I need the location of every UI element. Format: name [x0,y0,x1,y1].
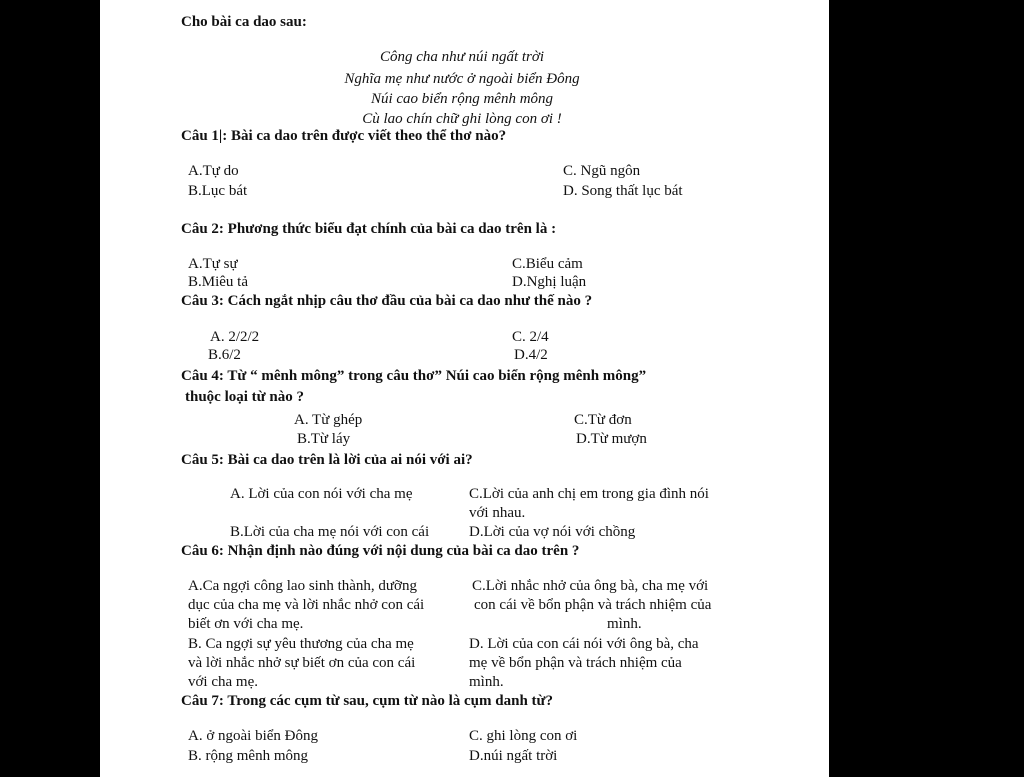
q1-option-a: A.Tự do [188,163,239,179]
q6-option-d-line-1: D. Lời của con cái nói với ông bà, cha [469,636,699,652]
q4-option-a: A. Từ ghép [294,412,363,428]
question-5: Câu 5: Bài ca dao trên là lời của ai nói với ai? [181,452,473,468]
question-6: Câu 6: Nhận định nào đúng với nội dung của bài ca dao trên ? [181,543,580,559]
q4-option-c: C.Từ đơn [574,412,632,428]
q6-option-b-line-3: với cha mẹ. [188,674,258,690]
poem-line-1: Công cha như núi ngất trời [379,49,545,65]
q4-option-d: D.Từ mượn [576,431,647,447]
q7-option-c: C. ghi lòng con ơi [469,728,578,744]
q6-option-a-line-2: dục của cha mẹ và lời nhắc nhở con cái [188,597,425,613]
q6-option-a-line-1: A.Ca ngợi công lao sinh thành, dưỡng [188,578,417,594]
q7-option-b: B. rộng mênh mông [188,748,308,764]
q3-option-c: C. 2/4 [512,329,549,345]
q4-option-b: B.Từ láy [297,431,351,447]
q5-option-d: D.Lời của vợ nói với chồng [469,524,636,540]
question-3: Câu 3: Cách ngắt nhịp câu thơ đầu của bài ca dao như thế nào ? [181,293,593,309]
intro-heading: Cho bài ca dao sau: [181,14,307,30]
question-7: Câu 7: Trong các cụm từ sau, cụm từ nào là cụm danh từ? [181,693,554,709]
q1-option-b: B.Lục bát [188,183,248,199]
q5-option-c-line-1: C.Lời của anh chị em trong gia đình nói [469,486,709,502]
q6-option-a-line-3: biết ơn với cha mẹ. [188,616,304,632]
q6-option-b-line-2: và lời nhắc nhở sự biết ơn của con cái [188,655,416,671]
q5-option-a: A. Lời của con nói với cha mẹ [230,486,413,502]
q6-option-d-line-2: mẹ về bổn phận và trách nhiệm của [469,655,682,671]
question-2: Câu 2: Phương thức biểu đạt chính của bài ca dao trên là : [181,221,557,237]
q6-option-b-line-1: B. Ca ngợi sự yêu thương của cha mẹ [188,636,414,652]
q5-option-b: B.Lời của cha mẹ nói với con cái [230,524,430,540]
q3-option-b: B.6/2 [208,347,241,363]
q3-option-d: D.4/2 [514,347,548,363]
q2-option-d: D.Nghị luận [512,274,587,290]
q2-option-a: A.Tự sự [188,256,238,272]
poem-line-2: Nghĩa mẹ như nước ở ngoài biển Đông [344,71,580,87]
q7-option-a: A. ở ngoài biển Đông [188,728,318,744]
q1-option-c: C. Ngũ ngôn [563,163,641,179]
q5-option-c-line-2: với nhau. [469,505,526,521]
q7-option-d: D.núi ngất trời [469,748,558,764]
q3-option-a: A. 2/2/2 [210,329,260,345]
question-4-line-1: Câu 4: Từ “ mênh mông” trong câu thơ” Núi cao biển rộng mênh mông” [181,368,647,384]
question-1: Câu 1|: Bài ca dao trên được viết theo thể thơ nào? [181,128,507,144]
q1-option-d: D. Song thất lục bát [563,183,683,199]
q6-option-c-line-2: con cái về bổn phận và trách nhiệm của [474,597,712,613]
q2-option-c: C.Biểu cảm [512,256,583,272]
poem-line-3: Núi cao biển rộng mênh mông [370,91,554,107]
q2-option-b: B.Miêu tả [188,274,248,290]
document-page [100,0,829,777]
question-4-line-2: thuộc loại từ nào ? [185,389,305,405]
q6-option-c-line-1: C.Lời nhắc nhở của ông bà, cha mẹ với [472,578,709,594]
poem-line-4: Cù lao chín chữ ghi lòng con ơi ! [362,111,562,127]
q6-option-d-line-3: mình. [469,674,504,690]
q6-option-c-line-3: mình. [607,616,642,632]
